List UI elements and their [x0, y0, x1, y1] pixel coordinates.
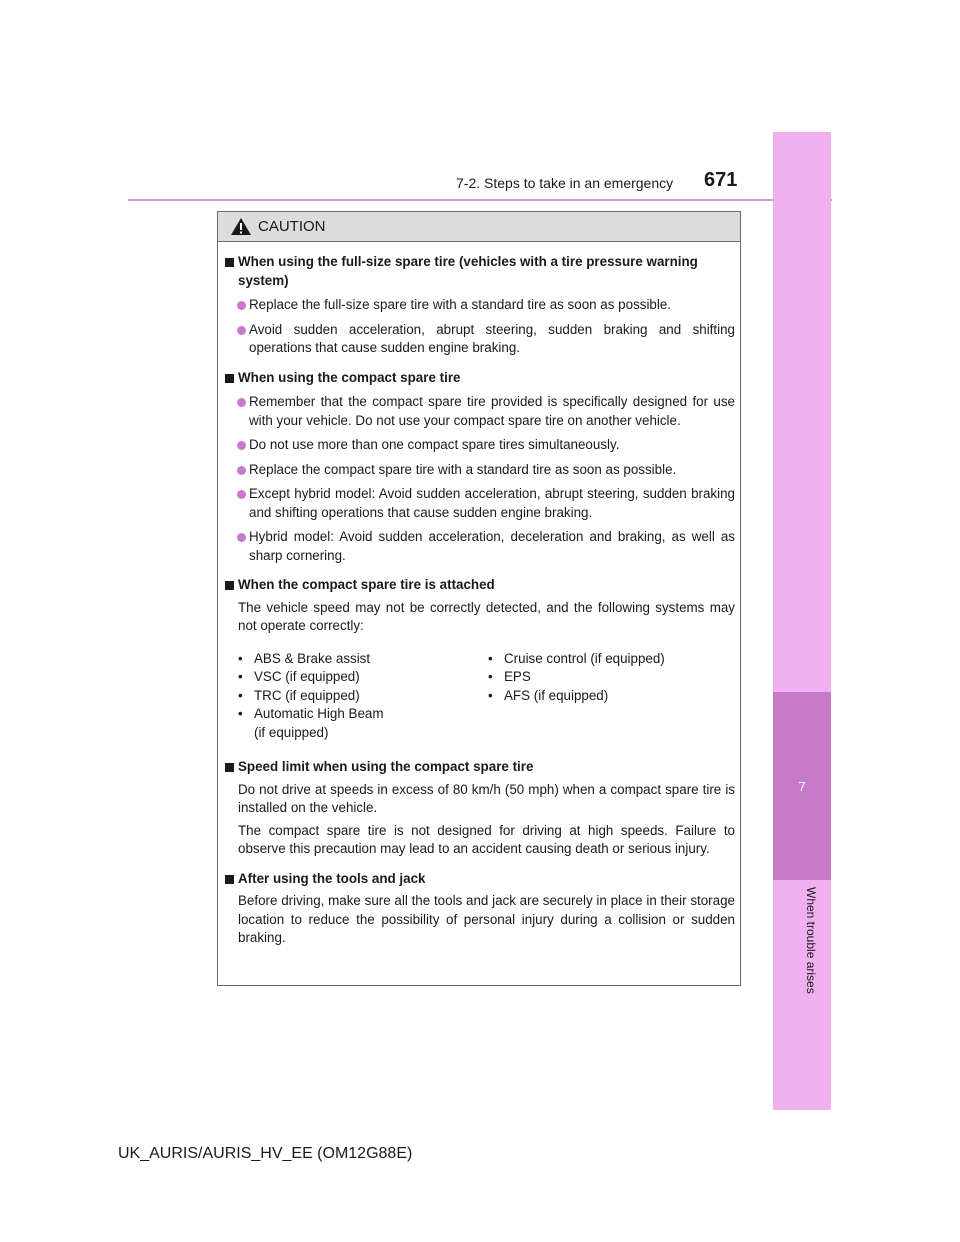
systems-column-left [238, 650, 488, 743]
chapter-side-tab[interactable] [773, 132, 831, 1110]
chapter-title: When trouble arises [804, 887, 818, 994]
caution-section-compact-spare [224, 369, 735, 566]
system-item: • Cruise control (if equipped) [488, 650, 665, 669]
system-item: • Automatic High Beam [238, 705, 488, 724]
caution-section-tools-jack [224, 870, 735, 948]
paragraph: The compact spare tire is not designed for driving at high speeds. Failure to observe this precaution may lead to an accident causing death or serious injury. [238, 822, 735, 856]
bullet-item: Except hybrid model: Avoid sudden acceleration, abrupt steering, sudden braking and shifting operations that cause sudden engine braking. [224, 485, 735, 522]
bullet-item: Do not use more than one compact spare tires simultaneously. [224, 436, 735, 455]
caution-header [218, 212, 740, 242]
bullet-item: Replace the compact spare tire with a standard tire as soon as possible. [224, 461, 735, 480]
bullet-item: Hybrid model: Avoid sudden acceleration, deceleration and braking, as well as sharp cornering. [224, 528, 735, 565]
bullet-item: Remember that the compact spare tire provided is specifically designed for use with your vehicle. Do not use your compact spare tire on another vehicle. [224, 393, 735, 430]
paragraph: Do not drive at speeds in excess of 80 km/h (50 mph) when a compact spare tire is installed on the vehicle. [238, 781, 735, 815]
caution-title: CAUTION [258, 218, 326, 235]
system-item: • TRC (if equipped) [238, 687, 488, 706]
paragraph: The vehicle speed may not be correctly detected, and the following systems may not operate correctly: [238, 599, 735, 633]
system-item: • EPS [488, 668, 665, 687]
caution-box [217, 211, 741, 986]
system-item: • ABS & Brake assist [238, 650, 488, 669]
manual-code-footer: UK_AURIS/AURIS_HV_EE (OM12G88E) [118, 1145, 413, 1162]
system-item: • AFS (if equipped) [488, 687, 665, 706]
section-heading: After using the tools and jack [224, 870, 735, 889]
warning-triangle-icon [230, 217, 252, 236]
chapter-number: 7 [798, 778, 806, 794]
chapter-number-block [773, 692, 831, 880]
affected-systems-list [224, 650, 735, 743]
paragraph: Before driving, make sure all the tools and jack are securely in place in their storage location to reduce the possibility of personal injury during a collision or sudden braking. [238, 893, 735, 945]
page-number: 671 [704, 169, 738, 191]
bullet-item: Replace the full-size spare tire with a standard tire as soon as possible. [224, 296, 735, 315]
system-item: • VSC (if equipped) [238, 668, 488, 687]
section-heading: When the compact spare tire is attached [224, 576, 735, 595]
header-divider [128, 199, 832, 201]
systems-column-right [488, 650, 665, 743]
section-heading: Speed limit when using the compact spare tire [224, 758, 735, 777]
system-item-continuation: (if equipped) [254, 724, 329, 740]
section-heading: When using the compact spare tire [224, 369, 735, 388]
section-header: 7-2. Steps to take in an emergency [456, 175, 674, 191]
caution-section-speed-limit [224, 758, 735, 859]
caution-section-full-size-spare [224, 253, 735, 358]
section-heading: When using the full-size spare tire (vehicles with a tire pressure warning system) [224, 253, 735, 290]
bullet-item: Avoid sudden acceleration, abrupt steering, sudden braking and shifting operations that cause sudden engine braking. [224, 321, 735, 358]
caution-body [218, 253, 740, 948]
caution-section-compact-attached [224, 576, 735, 742]
